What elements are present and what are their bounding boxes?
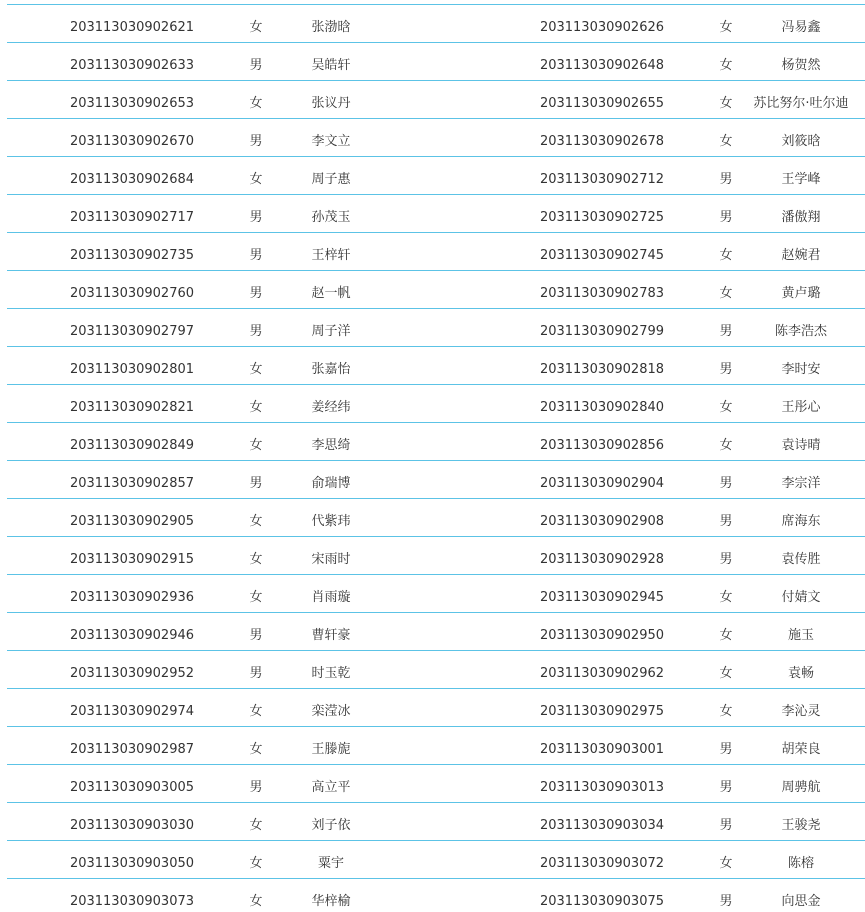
student-id-left: 203113030903005	[69, 780, 195, 795]
gender-right: 女	[719, 628, 733, 643]
student-name-right: 向思金	[781, 894, 821, 909]
gender-left: 男	[249, 210, 263, 225]
table-row	[7, 119, 865, 157]
table-row	[7, 5, 865, 43]
table-row	[7, 499, 865, 537]
gender-left: 女	[249, 400, 263, 415]
gender-left: 女	[249, 856, 263, 871]
gender-left: 男	[249, 248, 263, 263]
gender-left: 女	[249, 742, 263, 757]
gender-right: 男	[719, 514, 733, 529]
student-name-left: 吴皓轩	[311, 58, 351, 73]
student-name-left: 肖雨璇	[311, 590, 351, 605]
gender-left: 女	[249, 20, 263, 35]
gender-right: 男	[719, 324, 733, 339]
student-name-left: 代紫玮	[311, 514, 351, 529]
student-id-left: 203113030902857	[69, 476, 195, 491]
student-id-right: 203113030903072	[539, 856, 665, 871]
student-name-right: 黄卢璐	[781, 286, 821, 301]
gender-right: 男	[719, 552, 733, 567]
table-row	[7, 233, 865, 271]
gender-left: 女	[249, 172, 263, 187]
gender-right: 男	[719, 210, 733, 225]
student-id-right: 203113030902648	[539, 58, 665, 73]
student-name-right: 陈李浩杰	[774, 324, 827, 339]
student-id-right: 203113030902840	[539, 400, 665, 415]
table-row	[7, 651, 865, 689]
student-name-left: 时玉乾	[311, 666, 351, 681]
student-name-right: 施玉	[787, 628, 814, 643]
gender-right: 女	[719, 704, 733, 719]
student-name-left: 周子洋	[311, 324, 351, 339]
student-id-left: 203113030902974	[69, 704, 195, 719]
student-id-right: 203113030902962	[539, 666, 665, 681]
student-id-right: 203113030902928	[539, 552, 665, 567]
student-id-left: 203113030902735	[69, 248, 195, 263]
gender-left: 女	[249, 438, 263, 453]
student-id-left: 203113030902717	[69, 210, 195, 225]
student-id-right: 203113030902783	[539, 286, 665, 301]
student-id-left: 203113030902987	[69, 742, 195, 757]
student-id-right: 203113030902655	[539, 96, 665, 111]
student-id-left: 203113030902905	[69, 514, 195, 529]
student-name-left: 姜经纬	[311, 400, 351, 415]
student-id-right: 203113030902856	[539, 438, 665, 453]
table-row	[7, 423, 865, 461]
gender-right: 女	[719, 134, 733, 149]
student-id-right: 203113030902712	[539, 172, 665, 187]
student-name-left: 张议丹	[311, 96, 351, 111]
student-name-right: 袁诗晴	[781, 438, 821, 453]
gender-right: 男	[719, 172, 733, 187]
student-id-left: 203113030902797	[69, 324, 195, 339]
student-id-left: 203113030902621	[69, 20, 195, 35]
student-name-left: 王梓轩	[311, 248, 351, 263]
student-name-left: 王滕旎	[311, 742, 351, 757]
student-name-right: 袁畅	[787, 666, 814, 681]
table-row	[7, 157, 865, 195]
gender-right: 男	[719, 780, 733, 795]
student-name-right: 赵婉君	[781, 248, 821, 263]
gender-right: 男	[719, 894, 733, 909]
student-name-right: 苏比努尔·吐尔迪	[753, 96, 849, 111]
table-row	[7, 803, 865, 841]
table-row	[7, 613, 865, 651]
student-id-right: 203113030902950	[539, 628, 665, 643]
table-row	[7, 727, 865, 765]
gender-left: 男	[249, 476, 263, 491]
gender-right: 男	[719, 362, 733, 377]
gender-left: 男	[249, 286, 263, 301]
table-row	[7, 841, 865, 879]
student-name-left: 李思绮	[311, 438, 351, 453]
student-id-right: 203113030903075	[539, 894, 665, 909]
student-id-right: 203113030903034	[539, 818, 665, 833]
student-name-right: 刘筱晗	[781, 134, 821, 149]
gender-left: 女	[249, 894, 263, 909]
gender-right: 女	[719, 20, 733, 35]
student-name-right: 袁传胜	[781, 552, 821, 567]
gender-left: 女	[249, 590, 263, 605]
student-name-left: 高立平	[311, 780, 351, 795]
student-id-right: 203113030902626	[539, 20, 665, 35]
student-id-left: 203113030902936	[69, 590, 195, 605]
table-row	[7, 309, 865, 347]
student-id-left: 203113030903073	[69, 894, 195, 909]
table-row	[7, 195, 865, 233]
student-name-left: 孙茂玉	[311, 210, 351, 225]
student-id-left: 203113030902801	[69, 362, 195, 377]
gender-right: 女	[719, 856, 733, 871]
table-row	[7, 271, 865, 309]
gender-left: 女	[249, 818, 263, 833]
student-name-left: 周子惠	[311, 172, 351, 187]
student-name-right: 李宗洋	[781, 476, 821, 491]
student-name-left: 宋雨时	[311, 552, 351, 567]
student-name-right: 王彤心	[781, 400, 821, 415]
student-id-left: 203113030902760	[69, 286, 195, 301]
gender-right: 女	[719, 590, 733, 605]
gender-right: 女	[719, 666, 733, 681]
table-row	[7, 81, 865, 119]
student-id-left: 203113030902821	[69, 400, 195, 415]
student-name-left: 李文立	[311, 134, 351, 149]
student-name-left: 赵一帆	[311, 286, 351, 301]
student-id-right: 203113030902945	[539, 590, 665, 605]
gender-left: 女	[249, 552, 263, 567]
student-id-left: 203113030902684	[69, 172, 195, 187]
student-name-right: 李时安	[781, 362, 821, 377]
student-name-left: 张嘉怡	[311, 362, 351, 377]
student-name-left: 粟宇	[317, 856, 344, 871]
gender-left: 女	[249, 514, 263, 529]
gender-left: 男	[249, 666, 263, 681]
gender-right: 男	[719, 476, 733, 491]
table-row	[7, 385, 865, 423]
gender-right: 男	[719, 818, 733, 833]
student-id-right: 203113030903013	[539, 780, 665, 795]
gender-right: 女	[719, 438, 733, 453]
student-id-left: 203113030903050	[69, 856, 195, 871]
student-name-right: 周骋航	[781, 780, 821, 795]
student-name-right: 冯易鑫	[781, 20, 821, 35]
student-name-right: 杨贺然	[781, 58, 821, 73]
gender-right: 女	[719, 248, 733, 263]
roster-rows	[0, 5, 865, 912]
student-id-right: 203113030902904	[539, 476, 665, 491]
student-id-left: 203113030902849	[69, 438, 195, 453]
table-row	[7, 689, 865, 727]
table-row	[7, 461, 865, 499]
table-row	[7, 347, 865, 385]
gender-left: 男	[249, 628, 263, 643]
gender-left: 女	[249, 704, 263, 719]
student-name-right: 王骏尧	[781, 818, 821, 833]
student-id-right: 203113030902725	[539, 210, 665, 225]
table-row	[7, 537, 865, 575]
student-id-left: 203113030903030	[69, 818, 195, 833]
student-name-right: 李沁灵	[781, 704, 821, 719]
student-name-left: 刘子依	[311, 818, 351, 833]
gender-right: 男	[719, 742, 733, 757]
student-id-left: 203113030902915	[69, 552, 195, 567]
student-name-right: 胡荣良	[781, 742, 821, 757]
student-name-right: 陈榕	[787, 856, 814, 871]
gender-right: 女	[719, 58, 733, 73]
table-row	[7, 575, 865, 613]
gender-left: 男	[249, 324, 263, 339]
gender-right: 女	[719, 96, 733, 111]
gender-left: 女	[249, 96, 263, 111]
student-id-right: 203113030902975	[539, 704, 665, 719]
student-name-left: 俞瑞博	[311, 476, 351, 491]
gender-right: 女	[719, 400, 733, 415]
student-name-right: 席海东	[781, 514, 821, 529]
student-name-right: 付婧文	[781, 590, 821, 605]
student-id-right: 203113030903001	[539, 742, 665, 757]
student-id-left: 203113030902946	[69, 628, 195, 643]
student-id-left: 203113030902952	[69, 666, 195, 681]
student-id-right: 203113030902818	[539, 362, 665, 377]
gender-left: 男	[249, 134, 263, 149]
student-name-right: 王学峰	[781, 172, 821, 187]
student-name-right: 潘傲翔	[781, 210, 821, 225]
student-id-right: 203113030902799	[539, 324, 665, 339]
gender-left: 男	[249, 58, 263, 73]
student-name-left: 华梓榆	[311, 894, 351, 909]
table-row	[7, 43, 865, 81]
table-row	[7, 765, 865, 803]
gender-left: 男	[249, 780, 263, 795]
table-row	[7, 879, 865, 912]
student-name-left: 栾滢冰	[311, 704, 351, 719]
student-name-left: 曹轩豪	[311, 628, 351, 643]
gender-right: 女	[719, 286, 733, 301]
student-id-left: 203113030902653	[69, 96, 195, 111]
student-id-right: 203113030902908	[539, 514, 665, 529]
student-id-left: 203113030902633	[69, 58, 195, 73]
student-id-right: 203113030902678	[539, 134, 665, 149]
student-name-left: 张渤晗	[311, 20, 351, 35]
gender-left: 女	[249, 362, 263, 377]
student-id-right: 203113030902745	[539, 248, 665, 263]
student-id-left: 203113030902670	[69, 134, 195, 149]
